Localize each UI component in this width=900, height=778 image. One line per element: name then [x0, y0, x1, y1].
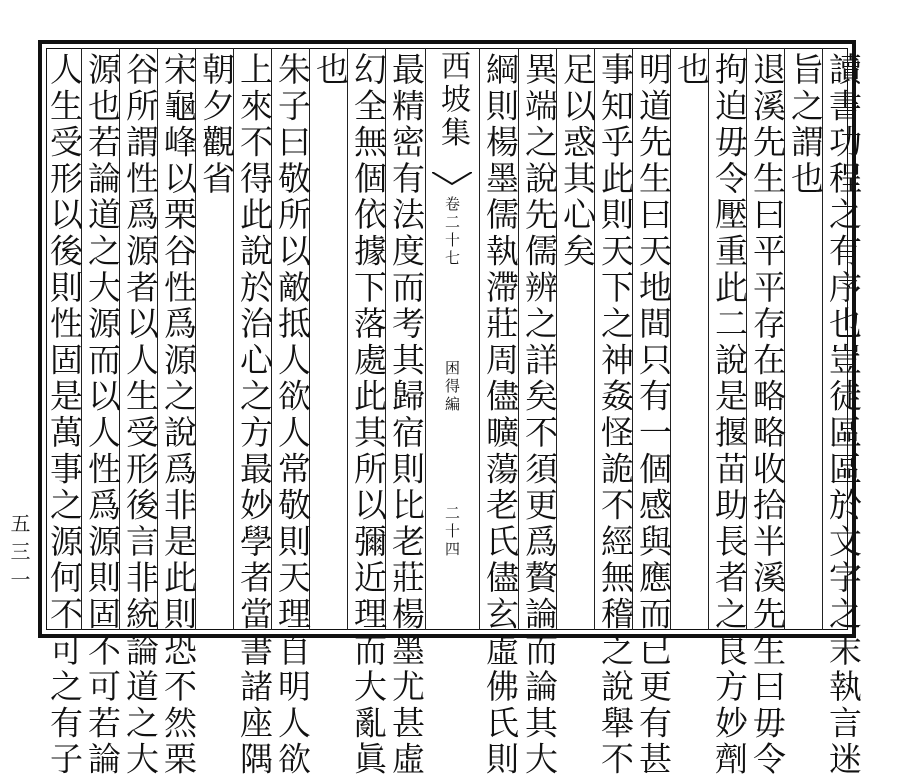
leaf-number: 二十四	[443, 505, 461, 559]
text-column: 上來不得此說於治心之方最妙學者當書諸座隅	[235, 52, 274, 778]
text-column: 也	[672, 52, 711, 89]
text-column: 讀書功程之有序也豈徒區區於文字之末執言迷	[824, 52, 863, 778]
margin-page-number: 五三一	[7, 513, 31, 597]
text-column: 也	[311, 52, 350, 89]
text-column: 旨之謂也	[786, 52, 825, 198]
text-column: 事知乎此則天下之神姦怪詭不經無稽之說舉不	[596, 52, 635, 778]
book-title: 西坡集	[435, 50, 470, 150]
text-column: 朱子曰敬所以敵抵人欲人常敬則天理自明人欲	[273, 52, 312, 778]
volume-number: 卷二十七	[443, 196, 461, 268]
text-column: 最精密有法度而考其歸宿則比老莊楊墨尤甚虛	[387, 52, 426, 778]
text-column: 明道先生曰天地間只有一個感與應而已更有甚	[634, 52, 673, 778]
section-title: 困得編	[443, 360, 461, 414]
text-column: 足以惑其心矣	[558, 52, 597, 270]
text-column: 谷所謂性爲源者以人生受形後言非統論道之大	[121, 52, 160, 778]
text-column: 異端之說先儒辨之詳矣不須更爲贅論而論其大	[520, 52, 559, 778]
text-column: 退溪先生曰平平存在略略收拾半溪先生曰毋令	[748, 52, 787, 778]
text-column: 幻全無個依據下落處此其所以彌近理而大亂眞	[349, 52, 388, 778]
text-column: 拘迫毋令壓重此二說是揠苗助長者之良方妙劑	[710, 52, 749, 778]
text-column: 宋龜峰以栗谷性爲源之說爲非是此則恐不然栗	[159, 52, 198, 778]
text-column: 源也若論道之大源而以人性爲源則固不可若論	[83, 52, 122, 778]
fish-tail-mark-icon	[432, 172, 472, 186]
text-column: 朝夕觀省	[197, 52, 236, 198]
text-column: 人生受形以後則性固是萬事之源何不可之有子	[45, 52, 84, 778]
text-column: 綱則楊墨儒執滯莊周儘曠蕩老氏儘玄虛佛氏則	[481, 52, 520, 778]
